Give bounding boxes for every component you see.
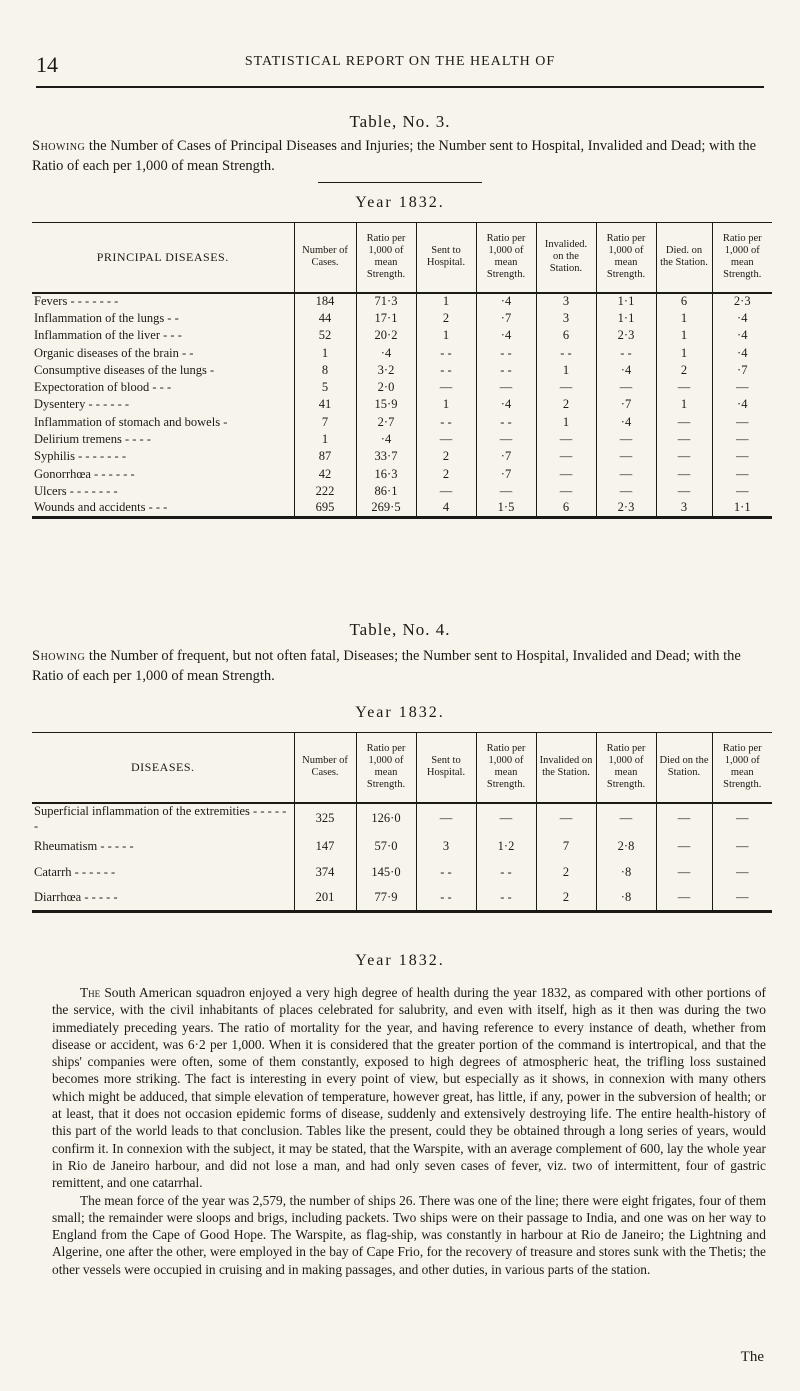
value-cell: 2 bbox=[536, 886, 596, 912]
table-row bbox=[32, 448, 772, 465]
col-header: Ratio per 1,000 of mean Strength. bbox=[356, 733, 416, 803]
value-cell: 44 bbox=[294, 310, 356, 327]
value-cell: - - bbox=[416, 362, 476, 379]
value-cell: 1·2 bbox=[476, 834, 536, 860]
value-cell: 6 bbox=[656, 293, 712, 310]
paragraph bbox=[52, 984, 766, 1192]
value-cell: — bbox=[536, 803, 596, 834]
value-cell: 201 bbox=[294, 886, 356, 912]
value-cell: 3 bbox=[416, 834, 476, 860]
value-cell: 2 bbox=[536, 396, 596, 413]
value-cell: — bbox=[736, 839, 749, 853]
value-cell: — bbox=[536, 465, 596, 482]
table-row bbox=[32, 500, 772, 517]
table-row bbox=[32, 362, 772, 379]
disease-name-cell: Rheumatism - - - - - bbox=[32, 834, 294, 860]
disease-name-cell: Ulcers - - - - - - - bbox=[32, 483, 294, 500]
value-cell: 71·3 bbox=[356, 293, 416, 310]
value-cell: — bbox=[736, 811, 749, 825]
value-cell: 269·5 bbox=[356, 500, 416, 517]
value-cell: — bbox=[476, 483, 536, 500]
value-cell: — bbox=[656, 860, 712, 886]
divider-rule bbox=[318, 182, 482, 183]
value-cell: ·8 bbox=[596, 886, 656, 912]
value-cell: 2·3 bbox=[733, 294, 751, 309]
value-cell: - - bbox=[476, 414, 536, 431]
section-year: Year 1832. bbox=[355, 952, 445, 969]
value-cell: 33·7 bbox=[356, 448, 416, 465]
value-cell: ·7 bbox=[737, 362, 748, 377]
value-cell: ·7 bbox=[476, 465, 536, 482]
value-cell: 5 bbox=[294, 379, 356, 396]
disease-name-cell: Superficial inflammation of the extremities - - - - - - bbox=[32, 803, 294, 834]
value-cell: 147 bbox=[294, 834, 356, 860]
value-cell: 2 bbox=[416, 310, 476, 327]
table4-year: Year 1832. bbox=[355, 704, 445, 721]
value-cell: 374 bbox=[294, 860, 356, 886]
value-cell: 6 bbox=[536, 327, 596, 344]
col-header: Sent to Hospital. bbox=[416, 733, 476, 803]
value-cell: 15·9 bbox=[356, 396, 416, 413]
value-cell: ·4 bbox=[596, 414, 656, 431]
disease-name-cell: Expectoration of blood - - - bbox=[32, 379, 294, 396]
value-cell: — bbox=[416, 803, 476, 834]
table-row bbox=[32, 803, 772, 834]
col-header: Died on the Station. bbox=[656, 733, 712, 803]
value-cell: 1 bbox=[656, 396, 712, 413]
table-row bbox=[32, 293, 772, 310]
col-header: Number of Cases. bbox=[294, 223, 356, 293]
value-cell: - - bbox=[476, 860, 536, 886]
disease-name-cell: Syphilis - - - - - - - bbox=[32, 448, 294, 465]
table4-desc-lead: Showing bbox=[32, 648, 86, 664]
value-cell: — bbox=[712, 886, 772, 912]
value-cell: — bbox=[656, 483, 712, 500]
value-cell: ·4 bbox=[476, 293, 536, 310]
value-cell: — bbox=[656, 431, 712, 448]
value-cell: — bbox=[416, 483, 476, 500]
col-header: Ratio per 1,000 of mean Strength. bbox=[476, 733, 536, 803]
value-cell: 2·8 bbox=[596, 834, 656, 860]
col-header: Ratio per 1,000 of mean Strength. bbox=[476, 223, 536, 293]
col-header: Ratio per 1,000 of mean Strength. bbox=[596, 223, 656, 293]
table-row bbox=[32, 834, 772, 860]
value-cell: ·7 bbox=[596, 396, 656, 413]
value-cell: — bbox=[656, 886, 712, 912]
table-row bbox=[32, 483, 772, 500]
value-cell: — bbox=[656, 465, 712, 482]
value-cell: - - bbox=[476, 362, 536, 379]
value-cell: — bbox=[476, 431, 536, 448]
value-cell: — bbox=[736, 865, 749, 879]
narrative-text bbox=[52, 984, 766, 1278]
value-cell: 86·1 bbox=[356, 483, 416, 500]
disease-name-cell: Delirium tremens - - - - bbox=[32, 431, 294, 448]
value-cell: 1 bbox=[656, 327, 712, 344]
table-row bbox=[32, 396, 772, 413]
table-row bbox=[32, 860, 772, 886]
value-cell: — bbox=[476, 803, 536, 834]
value-cell: 1·1 bbox=[596, 293, 656, 310]
value-cell: ·4 bbox=[356, 344, 416, 361]
value-cell: — bbox=[536, 483, 596, 500]
value-cell: 184 bbox=[294, 293, 356, 310]
value-cell: 3·2 bbox=[356, 362, 416, 379]
value-cell: 1 bbox=[536, 414, 596, 431]
table4-caption: Table, No. 4. bbox=[349, 620, 451, 639]
value-cell: 57·0 bbox=[356, 834, 416, 860]
col-header: Sent to Hospital. bbox=[416, 223, 476, 293]
value-cell: 87 bbox=[294, 448, 356, 465]
paragraph: The mean force of the year was 2,579, the number of ships 26. There was one of the line; there were eight frigates, four of them small; the remainder were sloops and brigs, including packets. Two ships were on their passage to India, and one was on her way to England from the Cape of Good Hope. The Warspite, as flag-ship, was constantly in harbour at Rio de Janeiro; the Lightning and Algerine, one after the other, were employed in the bay of Cape Frio, for the recovery of treasure and stores sunk with the Thetis; the other vessels were occupied in cruising and in making passages, and other duties, in various parts of the station. bbox=[52, 1192, 766, 1277]
value-cell: 2 bbox=[536, 860, 596, 886]
value-cell: — bbox=[416, 379, 476, 396]
table-row bbox=[32, 344, 772, 361]
value-cell: 1 bbox=[294, 344, 356, 361]
col-header: Invalided. on the Station. bbox=[536, 223, 596, 293]
disease-name-cell: Gonorrhœa - - - - - - bbox=[32, 465, 294, 482]
page-header bbox=[36, 50, 764, 88]
value-cell: 7 bbox=[294, 414, 356, 431]
table-row bbox=[32, 431, 772, 448]
principal-diseases-table bbox=[32, 222, 772, 519]
table-row bbox=[32, 310, 772, 327]
col-header: Ratio per 1,000 of mean Strength. bbox=[356, 223, 416, 293]
frequent-diseases-table bbox=[32, 732, 772, 913]
value-cell: ·4 bbox=[737, 310, 748, 325]
value-cell: 2·7 bbox=[356, 414, 416, 431]
value-cell: - - bbox=[476, 886, 536, 912]
table-header-row bbox=[32, 733, 772, 803]
value-cell: — bbox=[536, 379, 596, 396]
table-header-row bbox=[32, 223, 772, 293]
value-cell: 1 bbox=[536, 362, 596, 379]
col-header: DISEASES. bbox=[32, 733, 294, 803]
disease-name-cell: Consumptive diseases of the lungs - bbox=[32, 362, 294, 379]
value-cell: — bbox=[416, 431, 476, 448]
value-cell: — bbox=[736, 380, 749, 395]
value-cell: 17·1 bbox=[356, 310, 416, 327]
value-cell: — bbox=[596, 803, 656, 834]
value-cell: 126·0 bbox=[356, 803, 416, 834]
table-row bbox=[32, 414, 772, 431]
disease-name-cell: Fevers - - - - - - - bbox=[32, 293, 294, 310]
table3-caption: Table, No. 3. bbox=[349, 112, 451, 131]
value-cell: 3 bbox=[536, 310, 596, 327]
disease-name-cell: Wounds and accidents - - - bbox=[32, 500, 294, 517]
value-cell: 41 bbox=[294, 396, 356, 413]
paragraph-text: South American squadron enjoyed a very high degree of health during the year 1832, as compared with other portions of the service, with the civil inhabitants of places celebrated for salubrity, and even with itself, high as it then was during the two immediately preceding years. The ratio of mortality for the year, and having reference to every instance of death, whether from disease or accident, was 6·2 per 1,000. When it is considered that the greater portion of the command is intertropical, and that the ships' companies were often, some of them constantly, exposed to high degrees of atmospheric heat, the trifling loss sustained becomes more striking. The fact is interesting in every point of view, but especially as it shows, in connexion with many others which might be adduced, that simple elevation of temperature, however great, has little, if any, power in the subversion of health; or at least, that it does not occasion epidemic forms of disease, suddenly and extensively destroying life. The entire health-history of this part of the world leads to that conclusion. Tables like the present, could they be obtained through a long series of years, would confirm it. In connexion with the subject, it may be stated, that the Warspite, with an average complement of 600, lay the whole year in Rio de Janeiro harbour, and did not lose a man, and had only seven cases of fever, viz. two of intermittent, four of gastric remittent, and one catarrhal. bbox=[52, 985, 766, 1191]
value-cell: 222 bbox=[294, 483, 356, 500]
value-cell: — bbox=[476, 379, 536, 396]
table-row bbox=[32, 327, 772, 344]
table4-desc-text: the Number of frequent, but not often fatal, Diseases; the Number sent to Hospital, Invalided and Dead; with the Ratio of each per 1,000 of mean Strength. bbox=[32, 648, 741, 684]
disease-name-cell: Catarrh - - - - - - bbox=[32, 860, 294, 886]
col-header: Ratio per 1,000 of mean Strength. bbox=[596, 733, 656, 803]
value-cell: - - bbox=[416, 860, 476, 886]
value-cell: — bbox=[656, 379, 712, 396]
col-header: Died. on the Station. bbox=[656, 223, 712, 293]
value-cell: 4 bbox=[416, 500, 476, 517]
col-header: Ratio per 1,000 of mean Strength. bbox=[722, 233, 762, 281]
value-cell: ·7 bbox=[476, 448, 536, 465]
disease-name-cell: Inflammation of the lungs - - bbox=[32, 310, 294, 327]
col-header: Ratio per 1,000 of mean Strength. bbox=[722, 743, 762, 791]
value-cell: — bbox=[736, 449, 749, 464]
value-cell: 145·0 bbox=[356, 860, 416, 886]
value-cell: ·4 bbox=[476, 396, 536, 413]
value-cell: 2 bbox=[416, 465, 476, 482]
col-header: Number of Cases. bbox=[294, 733, 356, 803]
value-cell: - - bbox=[416, 414, 476, 431]
value-cell: 20·2 bbox=[356, 327, 416, 344]
disease-name-cell: Inflammation of the liver - - - bbox=[32, 327, 294, 344]
running-head: STATISTICAL REPORT ON THE HEALTH OF bbox=[244, 54, 556, 69]
value-cell: - - bbox=[596, 344, 656, 361]
table-row bbox=[32, 886, 772, 912]
value-cell: 1·1 bbox=[596, 310, 656, 327]
value-cell: 52 bbox=[294, 327, 356, 344]
value-cell: - - bbox=[416, 344, 476, 361]
value-cell: — bbox=[736, 432, 749, 447]
value-cell: 42 bbox=[294, 465, 356, 482]
disease-name-cell: Organic diseases of the brain - - bbox=[32, 344, 294, 361]
value-cell: 325 bbox=[294, 803, 356, 834]
value-cell: — bbox=[656, 448, 712, 465]
value-cell: ·4 bbox=[737, 397, 748, 412]
value-cell: ·4 bbox=[356, 431, 416, 448]
value-cell: 1 bbox=[416, 396, 476, 413]
value-cell: — bbox=[596, 465, 656, 482]
value-cell: ·4 bbox=[596, 362, 656, 379]
value-cell: 2 bbox=[416, 448, 476, 465]
value-cell: 77·9 bbox=[356, 886, 416, 912]
value-cell: — bbox=[656, 834, 712, 860]
value-cell: — bbox=[536, 448, 596, 465]
value-cell: ·4 bbox=[476, 327, 536, 344]
value-cell: 8 bbox=[294, 362, 356, 379]
value-cell: 1·1 bbox=[712, 500, 772, 517]
value-cell: 3 bbox=[656, 500, 712, 517]
value-cell: — bbox=[656, 414, 712, 431]
table3-description bbox=[32, 136, 772, 176]
value-cell: 2 bbox=[656, 362, 712, 379]
page-number: 14 bbox=[36, 52, 58, 77]
table3-desc-text: the Number of Cases of Principal Diseases and Injuries; the Number sent to Hospital, Invalided and Dead; with the Ratio of each per 1,000 of mean Strength. bbox=[32, 138, 757, 174]
value-cell: ·4 bbox=[737, 345, 748, 360]
value-cell: — bbox=[736, 414, 749, 429]
table-row bbox=[32, 379, 772, 396]
value-cell: — bbox=[596, 483, 656, 500]
catchword: The bbox=[740, 1349, 764, 1365]
table-row bbox=[32, 465, 772, 482]
disease-name-cell: Diarrhœa - - - - - bbox=[32, 886, 294, 912]
value-cell: 2·3 bbox=[596, 327, 656, 344]
value-cell: 1 bbox=[416, 327, 476, 344]
value-cell: 2·0 bbox=[356, 379, 416, 396]
value-cell: — bbox=[596, 379, 656, 396]
value-cell: 3 bbox=[536, 293, 596, 310]
value-cell: 695 bbox=[294, 500, 356, 517]
value-cell: 1 bbox=[656, 344, 712, 361]
value-cell: 7 bbox=[536, 834, 596, 860]
value-cell: 6 bbox=[536, 500, 596, 517]
value-cell: — bbox=[536, 431, 596, 448]
value-cell: 2·3 bbox=[596, 500, 656, 517]
value-cell: - - bbox=[536, 344, 596, 361]
col-header: Invalided on the Station. bbox=[536, 733, 596, 803]
disease-name-cell: Inflammation of stomach and bowels - bbox=[32, 414, 294, 431]
value-cell: — bbox=[736, 483, 749, 498]
value-cell: — bbox=[736, 466, 749, 481]
value-cell: — bbox=[596, 431, 656, 448]
value-cell: ·8 bbox=[596, 860, 656, 886]
paragraph-lead: The bbox=[80, 985, 101, 1000]
table4-description bbox=[32, 646, 772, 686]
value-cell: 1·5 bbox=[476, 500, 536, 517]
value-cell: - - bbox=[416, 886, 476, 912]
value-cell: 1 bbox=[294, 431, 356, 448]
col-header: PRINCIPAL DISEASES. bbox=[32, 223, 294, 293]
value-cell: — bbox=[596, 448, 656, 465]
value-cell: ·7 bbox=[476, 310, 536, 327]
disease-name-cell: Dysentery - - - - - - bbox=[32, 396, 294, 413]
value-cell: — bbox=[656, 803, 712, 834]
value-cell: 1 bbox=[656, 310, 712, 327]
value-cell: - - bbox=[476, 344, 536, 361]
value-cell: 16·3 bbox=[356, 465, 416, 482]
value-cell: ·4 bbox=[737, 328, 748, 343]
table3-year: Year 1832. bbox=[355, 194, 445, 211]
table3-desc-lead: Showing bbox=[32, 138, 86, 154]
value-cell: 1 bbox=[416, 293, 476, 310]
